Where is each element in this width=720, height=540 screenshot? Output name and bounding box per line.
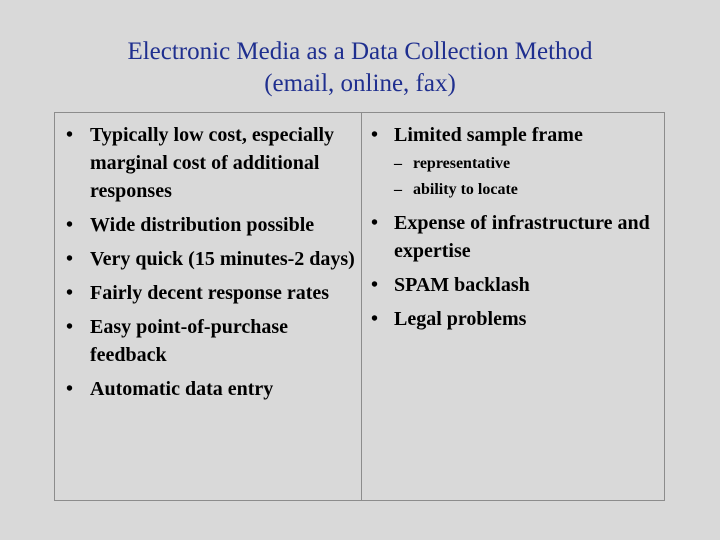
sub-list-item — [394, 151, 664, 177]
list-item-text: SPAM backlash — [394, 274, 530, 296]
bullet-icon: • — [371, 308, 379, 330]
list-item — [362, 271, 664, 299]
list-item — [55, 375, 361, 403]
list-item-text: Wide distribution possible — [90, 214, 315, 236]
list-item — [362, 209, 664, 265]
list-item-text: Easy point-of-purchase feedback — [90, 316, 288, 366]
disadvantages-column — [362, 113, 664, 500]
bullet-icon: • — [66, 214, 74, 236]
list-item — [362, 305, 664, 333]
list-item-text: Very quick (15 minutes-2 days) — [90, 248, 355, 270]
list-item — [55, 245, 361, 273]
advantages-column — [55, 113, 362, 500]
disadvantages-list — [362, 121, 664, 333]
title-line-1: Electronic Media as a Data Collection Method — [127, 38, 593, 65]
list-item-text: Expense of infrastructure and expertise — [394, 212, 650, 262]
bullet-icon: • — [66, 316, 74, 338]
sub-list — [394, 151, 664, 203]
two-column-table — [54, 112, 665, 501]
sub-list-item — [394, 177, 664, 203]
sub-list-item-text: ability to locate — [413, 181, 518, 198]
dash-icon: – — [394, 181, 402, 198]
list-item-text: Limited sample frame — [394, 124, 583, 146]
list-item-text: Typically low cost, especially marginal cost of additional responses — [90, 124, 335, 202]
title-line-2: (email, online, fax) — [264, 70, 456, 97]
bullet-icon: • — [371, 124, 379, 146]
bullet-icon: • — [371, 274, 379, 296]
list-item — [55, 279, 361, 307]
list-item-text: Automatic data entry — [90, 378, 274, 400]
bullet-icon: • — [371, 212, 379, 234]
list-item-text: Fairly decent response rates — [90, 282, 330, 304]
bullet-icon: • — [66, 282, 74, 304]
slide-title — [0, 36, 720, 100]
sub-list-item-text: representative — [413, 155, 511, 172]
list-item — [55, 211, 361, 239]
advantages-list — [55, 121, 361, 403]
dash-icon: – — [394, 155, 402, 172]
bullet-icon: • — [66, 124, 74, 146]
list-item — [362, 121, 664, 203]
bullet-icon: • — [66, 378, 74, 400]
bullet-icon: • — [66, 248, 74, 270]
list-item — [55, 313, 361, 369]
list-item — [55, 121, 361, 205]
list-item-text: Legal problems — [394, 308, 527, 330]
